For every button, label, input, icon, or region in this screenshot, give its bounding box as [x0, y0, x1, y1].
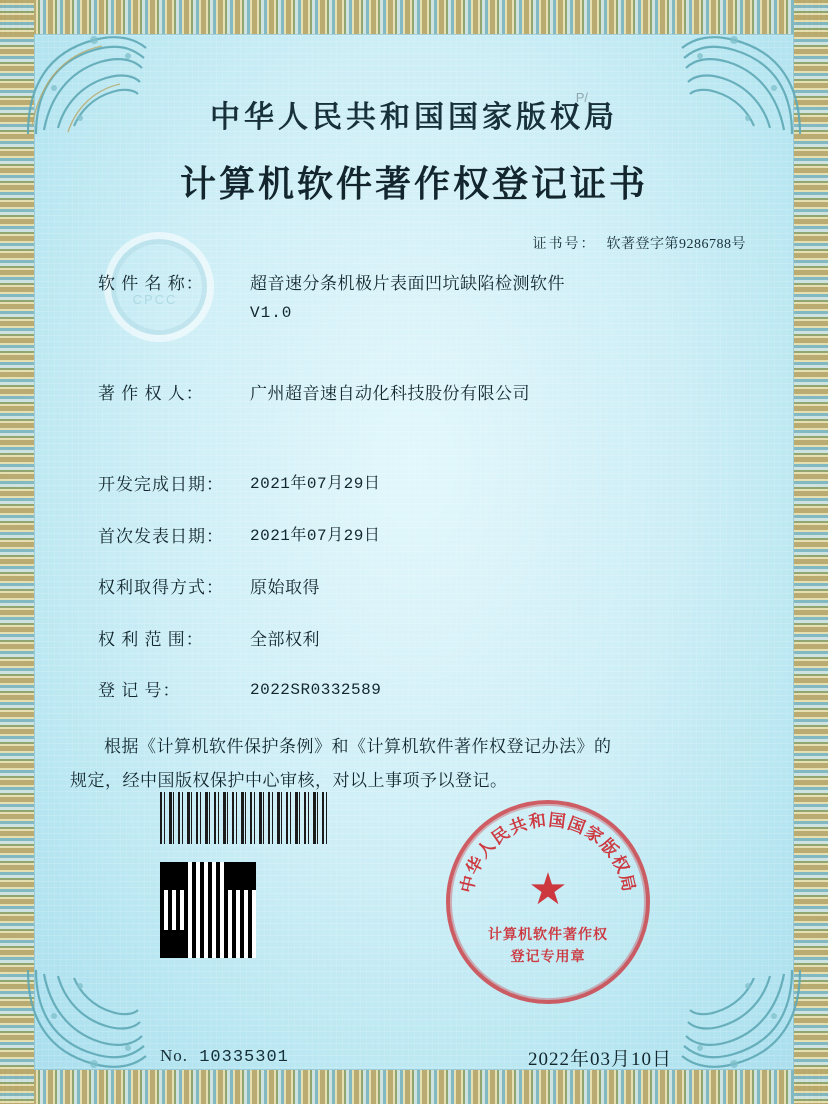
field-rights-acquisition — [98, 575, 768, 601]
serial-number — [160, 1046, 289, 1067]
legal-statement-line1: 根据《计算机软件保护条例》和《计算机软件著作权登记办法》的 — [104, 736, 612, 756]
seal-star-icon: ★ — [528, 865, 568, 915]
software-version-text: V1.0 — [250, 303, 293, 322]
field-rights-scope — [98, 627, 768, 653]
field-label-rights-scope: 权 利 范 围： — [98, 629, 204, 649]
field-first-publication-date — [98, 524, 768, 550]
field-development-date — [98, 472, 768, 498]
certificate-number-label: 证书号： — [532, 237, 597, 252]
field-value-rights-acquisition: 原始取得 — [250, 578, 320, 597]
serial-number-value: 10335301 — [199, 1048, 289, 1067]
field-value-development-date: 2021年07月29日 — [250, 475, 381, 493]
issue-date: 2022年03月10日 — [527, 1049, 672, 1070]
issuing-authority-title: 中华人民共和国国家版权局 — [210, 101, 618, 134]
field-software-name — [98, 271, 768, 325]
field-value-rights-scope: 全部权利 — [250, 629, 320, 649]
field-value-software-name — [250, 271, 768, 325]
field-label-copyright-owner: 著 作 权 人： — [98, 383, 204, 403]
seal-line-1: 计算机软件著作权 — [488, 928, 608, 943]
field-label-development-date: 开发完成日期： — [98, 475, 224, 494]
legal-statement-line2: 规定，经中国版权保护中心审核，对以上事项予以登记。 — [70, 770, 508, 790]
border-left — [0, 0, 34, 1104]
border-bottom — [0, 1070, 828, 1104]
seal-line-2: 登记专用章 — [510, 950, 586, 965]
field-label-rights-acquisition: 权利取得方式： — [98, 578, 224, 597]
code-block — [160, 792, 330, 958]
legal-statement — [60, 730, 768, 798]
serial-number-label: No. — [160, 1046, 189, 1065]
field-registration-number — [98, 678, 768, 704]
scan-artifact-mark: P/ — [575, 90, 588, 105]
field-value-first-publication-date: 2021年07月29日 — [250, 526, 381, 545]
software-name-text: 超音速分条机极片表面凹坑缺陷检测软件 — [250, 274, 565, 293]
qr-code-image — [160, 862, 256, 958]
field-label-registration-number: 登 记 号： — [98, 681, 181, 700]
svg-text:中华人民共和国国家版权局: 中华人民共和国国家版权局 — [457, 810, 639, 895]
field-list — [60, 271, 768, 704]
field-label-software-name: 软 件 名 称： — [98, 274, 204, 293]
document-title: 计算机软件著作权登记证书 — [179, 164, 648, 204]
border-top — [0, 0, 828, 34]
certificate-number-value: 软著登字第9286788号 — [606, 237, 746, 252]
barcode-image — [160, 792, 330, 844]
watermark-label: CPCC — [132, 292, 178, 307]
field-value-copyright-owner: 广州超音速自动化科技股份有限公司 — [250, 383, 530, 403]
field-value-registration-number: 2022SR0332589 — [250, 681, 382, 699]
field-copyright-owner — [98, 381, 768, 407]
field-label-first-publication-date: 首次发表日期： — [98, 526, 224, 546]
certificate-number — [60, 233, 768, 253]
official-seal — [446, 800, 650, 1004]
certificate-content — [60, 90, 768, 1070]
border-right — [794, 0, 828, 1104]
